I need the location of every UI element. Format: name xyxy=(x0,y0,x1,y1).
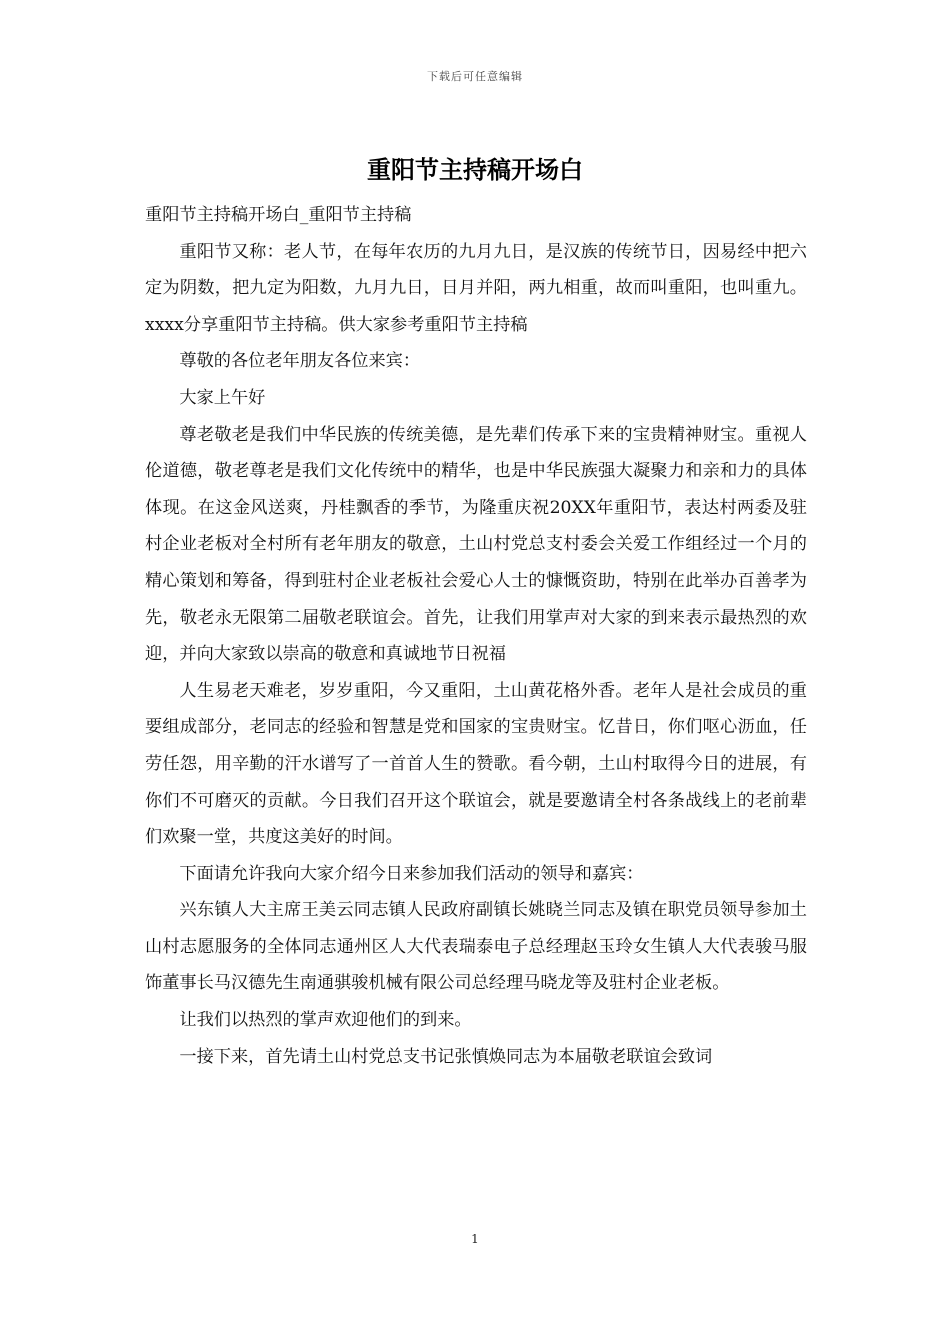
paragraph-intro: 重阳节又称：老人节，在每年农历的九月九日，是汉族的传统节日，因易经中把六定为阴数，把九定为阳数，九月九日，日月并阳，两九相重，故而叫重阳，也叫重九。xxxx分享重阳节主持稿。供大家参考重阳节主持稿 xyxy=(145,241,807,335)
paragraph-applause: 让我们以热烈的掌声欢迎他们的到来。 xyxy=(179,1010,472,1031)
paragraph-double-ninth: 人生易老天难老，岁岁重阳，今又重阳，土山黄花格外香。老年人是社会成员的重要组成部分，老同志的经验和智慧是党和国家的宝贵财宝。忆昔日，你们呕心沥血，任劳任怨，用辛勤的汗水谱写了一首首人生的赞歌。看今朝，土山村取得今日的进展，有你们不可磨灭的贡献。今日我们召开这个联谊会，就是要邀请全村各条战线上的老前辈们欢聚一堂，共度这美好的时间。 xyxy=(145,680,807,848)
document-body xyxy=(145,197,807,1075)
document-title: 重阳节主持稿开场白 xyxy=(367,155,583,184)
paragraph-greeting: 大家上午好 xyxy=(179,387,266,408)
subtitle-line: 重阳节主持稿开场白_重阳节主持稿 xyxy=(145,205,412,225)
paragraph-respect-elders: 尊老敬老是我们中华民族的传统美德，是先辈们传承下来的宝贵精神财宝。重视人伦道德，敬老尊老是我们文化传统中的精华，也是中华民族强大凝聚力和亲和力的具体体现。在这金风送爽，丹桂飘香的季节，为隆重庆祝20XX年重阳节，表达村两委及驻村企业老板对全村所有老年朋友的敬意，土山村党总支村委会关爱工作组经过一个月的精心策划和筹备，得到驻村企业老板社会爱心人士的慷慨资助，特别在此举办百善孝为先，敬老永无限第二届敬老联谊会。首先，让我们用掌声对大家的到来表示最热烈的欢迎，并向大家致以崇高的敬意和真诚地节日祝福 xyxy=(145,424,807,665)
paragraph-salutation: 尊敬的各位老年朋友各位来宾： xyxy=(179,351,421,372)
header-note: 下载后可任意编辑 xyxy=(427,70,523,83)
page-number: 1 xyxy=(471,1232,479,1246)
paragraph-guest-list: 兴东镇人大主席王美云同志镇人民政府副镇长姚晓兰同志及镇在职党员领导参加土山村志愿服务的全体同志通州区人大代表瑞泰电子总经理赵玉玲女生镇人大代表骏马服饰董事长马汉德先生南通骐骏机械有限公司总经理马晓龙等及驻村企业老板。 xyxy=(145,900,807,994)
paragraph-introduce-guests: 下面请允许我向大家介绍今日来参加我们活动的领导和嘉宾： xyxy=(179,863,644,884)
paragraph-speech-invite: 一接下来，首先请土山村党总支书记张慎焕同志为本届敬老联谊会致词 xyxy=(179,1046,713,1067)
